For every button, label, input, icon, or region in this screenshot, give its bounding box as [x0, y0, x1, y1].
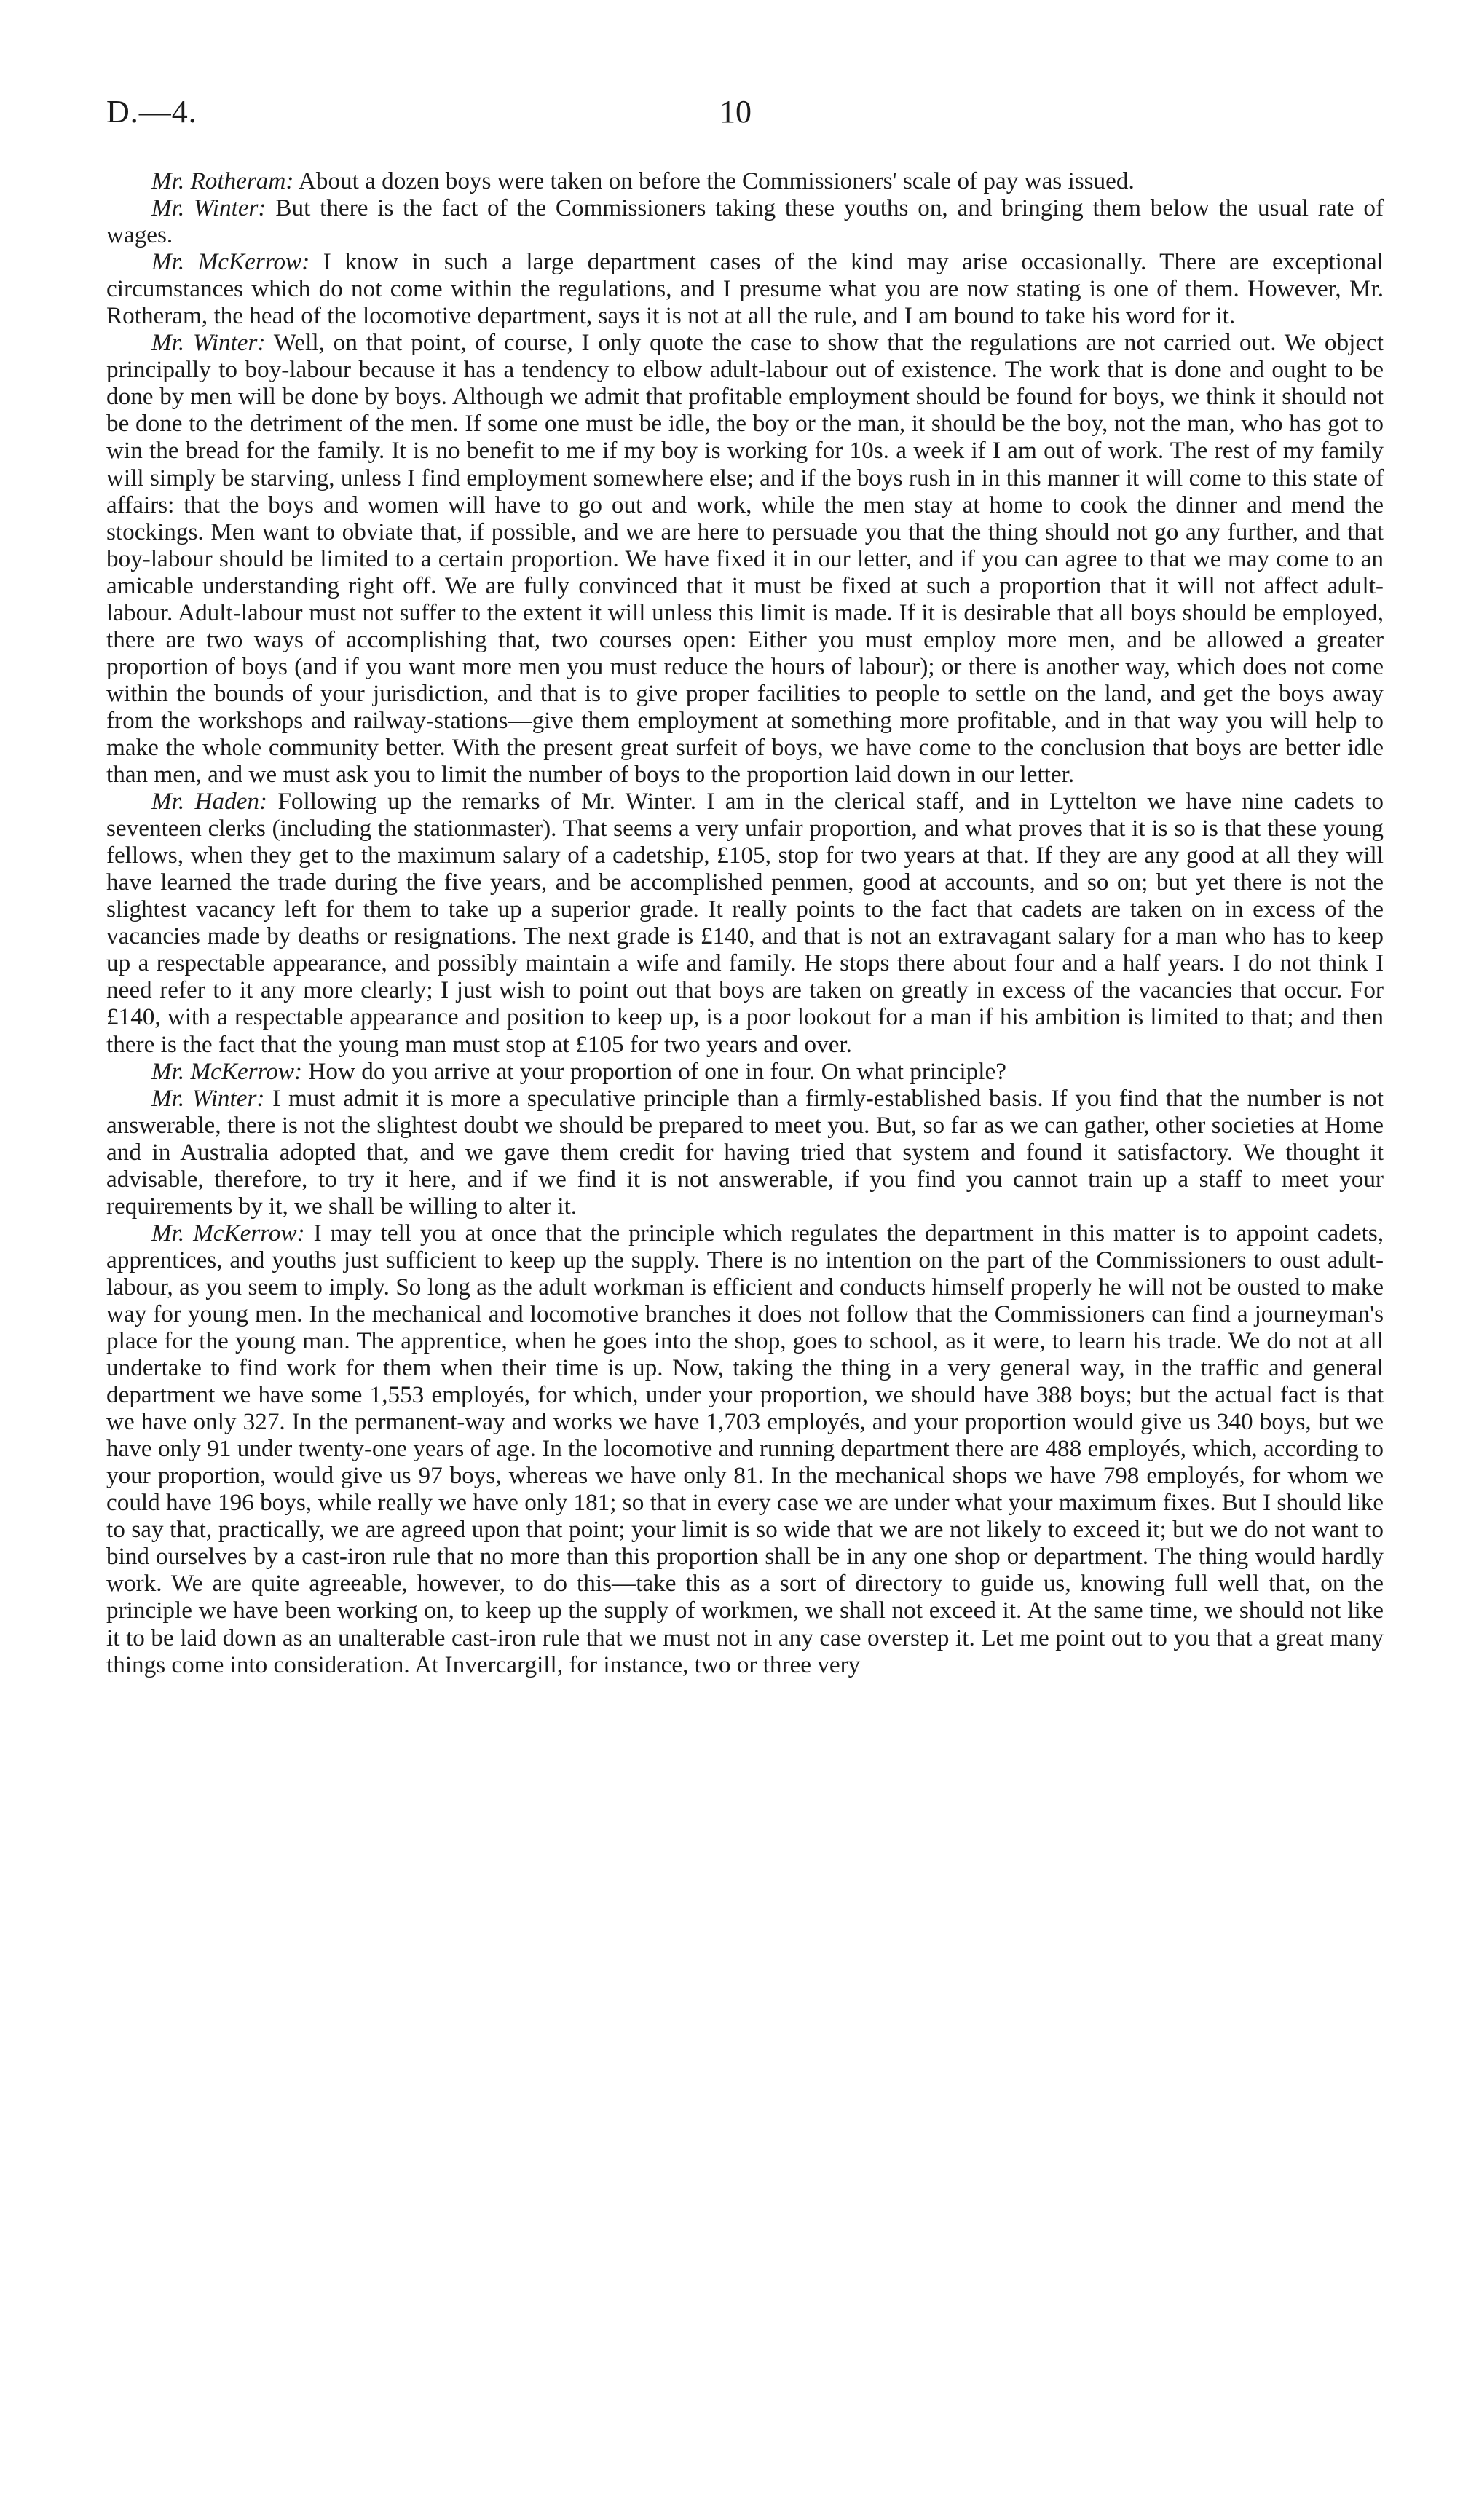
paragraph-text: I know in such a large department cases of the kind may arise occasionally. There are exceptional circumstances which do not come within the regulations, and I presume what you are now stating is one of them. However, Mr. Rotheram, the head of the locomotive department, says it is not at all the rule, and I am bound to take his word for it.: [106, 248, 1384, 330]
paragraph-text: But there is the fact of the Commissioners taking these youths on, and bringing them below the usual rate of wages.: [106, 194, 1384, 249]
paragraph-text: I may tell you at once that the principle which regulates the department in this matter is to appoint cadets, apprentices, and youths just sufficient to keep up the supply. There is no intention on the part of the Commissioners to oust adult-labour, as you seem to imply. So long as the adult workman is efficient and conducts himself properly he will not be ousted to make way for young men. In the mechanical and locomotive branches it does not follow that the Commissioners can find a journeyman's place for the young man. The apprentice, when he goes into the shop, goes to school, as it were, to learn his trade. We do not at all undertake to find work for them when their time is up. Now, taking the thing in a very general way, in the traffic and general department we have some 1,553 employés, for which, under your proportion, we should have 388 boys; but the actual fact is that we have only 327. In the permanent-way and works we have 1,703 employés, and your proportion would give us 340 boys, but we have only 91 under twenty-one years of age. In the locomotive and running department there are 488 employés, which, according to your proportion, would give us 97 boys, whereas we have only 81. In the mechanical shops we have 798 employés, for whom we could have 196 boys, while really we have only 181; so that in every case we are under what your maximum fixes. But I should like to say that, practically, we are agreed upon that point; your limit is so wide that we are not likely to exceed it; but we do not want to bind ourselves by a cast-iron rule that no more than this proportion shall be in any one shop or department. The thing would hardly work. We are quite agreeable, however, to do this—take this as a sort of directory to guide us, knowing full well that, on the principle we have been working on, to keep up the supply of workmen, we shall not exceed it. At the same time, we should not like it to be laid down as an unalterable cast-iron rule that we must not in any case overstep it. Let me point out to you that a great many things come into consideration. At Invercargill, for instance, two or three very: [106, 1219, 1384, 1678]
paragraph-text: How do you arrive at your proportion of one in four. On what principle?: [308, 1057, 1006, 1085]
paragraph: [106, 1085, 1384, 1220]
speaker-name: Mr. McKerrow:: [151, 1219, 305, 1247]
speaker-name: Mr. Winter:: [151, 194, 267, 222]
paragraph: [106, 194, 1384, 248]
speaker-name: Mr. Winter:: [151, 329, 266, 357]
speaker-name: Mr. Haden:: [151, 788, 268, 815]
speaker-name: Mr. McKerrow:: [151, 248, 310, 276]
speaker-name: Mr. Winter:: [151, 1084, 265, 1112]
paragraph: [106, 1058, 1384, 1085]
paragraph-text: About a dozen boys were taken on before the Commissioners' scale of pay was issued.: [298, 167, 1135, 194]
speaker-name: Mr. McKerrow:: [151, 1057, 303, 1085]
body-text: [106, 167, 1384, 1678]
speaker-name: Mr. Rotheram:: [151, 167, 294, 194]
paragraph: [106, 1220, 1384, 1678]
document-reference: D.—4.: [106, 94, 197, 130]
paragraph: [106, 167, 1384, 194]
paragraph-text: Following up the remarks of Mr. Winter. I am in the clerical staff, and in Lyttelton we have nine cadets to seventeen clerks (including the stationmaster). That seems a very unfair proportion, and what proves that it is so is that these young fellows, when they get to the maximum salary of a cadetship, £105, stop for two years at that. If they are any good at all they will have learned the trade during the five years, and be accomplished penmen, good at accounts, and so on; but yet there is not the slightest vacancy left for them to take up a superior grade. It really points to the fact that cadets are taken on in excess of the vacancies made by deaths or resignations. The next grade is £140, and that is not an extravagant salary for a man who has to keep up a respectable appearance, and possibly maintain a wife and family. He stops there about four and a half years. I do not think I need refer to it any more clearly; I just wish to point out that boys are taken on greatly in excess of the vacancies that occur. For £140, with a respectable appearance and position to keep up, is a poor lookout for a man if his ambition is limited to that; and then there is the fact that the young man must stop at £105 for two years and over.: [106, 788, 1384, 1058]
paragraph: [106, 788, 1384, 1057]
page-number: 10: [719, 94, 752, 130]
page-header: [100, 93, 1382, 137]
paragraph-text: Well, on that point, of course, I only quote the case to show that the regulations are not carried out. We object principally to boy-labour because it has a tendency to elbow adult-labour out of existence. The work that is done and ought to be done by men will be done by boys. Although we admit that profitable employment should be found for boys, we think it should not be done to the detriment of the men. If some one must be idle, the boy or the man, it should be the boy, not the man, who has got to win the bread for the family. It is no benefit to me if my boy is working for 10s. a week if I am out of work. The rest of my family will simply be starving, unless I find employment somewhere else; and if the boys rush in in this manner it will come to this state of affairs: that the boys and women will have to go out and work, while the men stay at home to cook the dinner and mend the stockings. Men want to obviate that, if possible, and we are here to persuade you that the thing should not go any further, and that boy-labour should be limited to a certain proportion. We have fixed it in our letter, and if you can agree to that we may come to an amicable understanding right off. We are fully convinced that it must be fixed at such a proportion that it will not affect adult-labour. Adult-labour must not suffer to the extent it will unless this limit is made. If it is desirable that all boys should be employed, there are two ways of accomplishing that, two courses open: Either you must employ more men, and be allowed a greater proportion of boys (and if you want more men you must reduce the hours of labour); or there is another way, which does not come within the bounds of your jurisdiction, and that is to give proper facilities to people to settle on the land, and get the boys away from the workshops and railway-stations—give them employment at something more profitable, and in that way you will help to make the whole community better. With the present great surfeit of boys, we have come to the conclusion that boys are better idle than men, and we must ask you to limit the number of boys to the proportion laid down in our letter.: [106, 329, 1384, 789]
paragraph: [106, 329, 1384, 788]
paragraph: [106, 248, 1384, 329]
paragraph-text: I must admit it is more a speculative principle than a firmly-established basis. If you find that the number is not answerable, there is not the slightest doubt we should be prepared to meet you. But, so far as we can gather, other societies at Home and in Australia adopted that, and we gave them credit for having tried that system and found it satisfactory. We thought it advisable, therefore, to try it here, and if we find it is not answerable, if you find you cannot train up a staff to meet your requirements by it, we shall be willing to alter it.: [106, 1084, 1384, 1220]
